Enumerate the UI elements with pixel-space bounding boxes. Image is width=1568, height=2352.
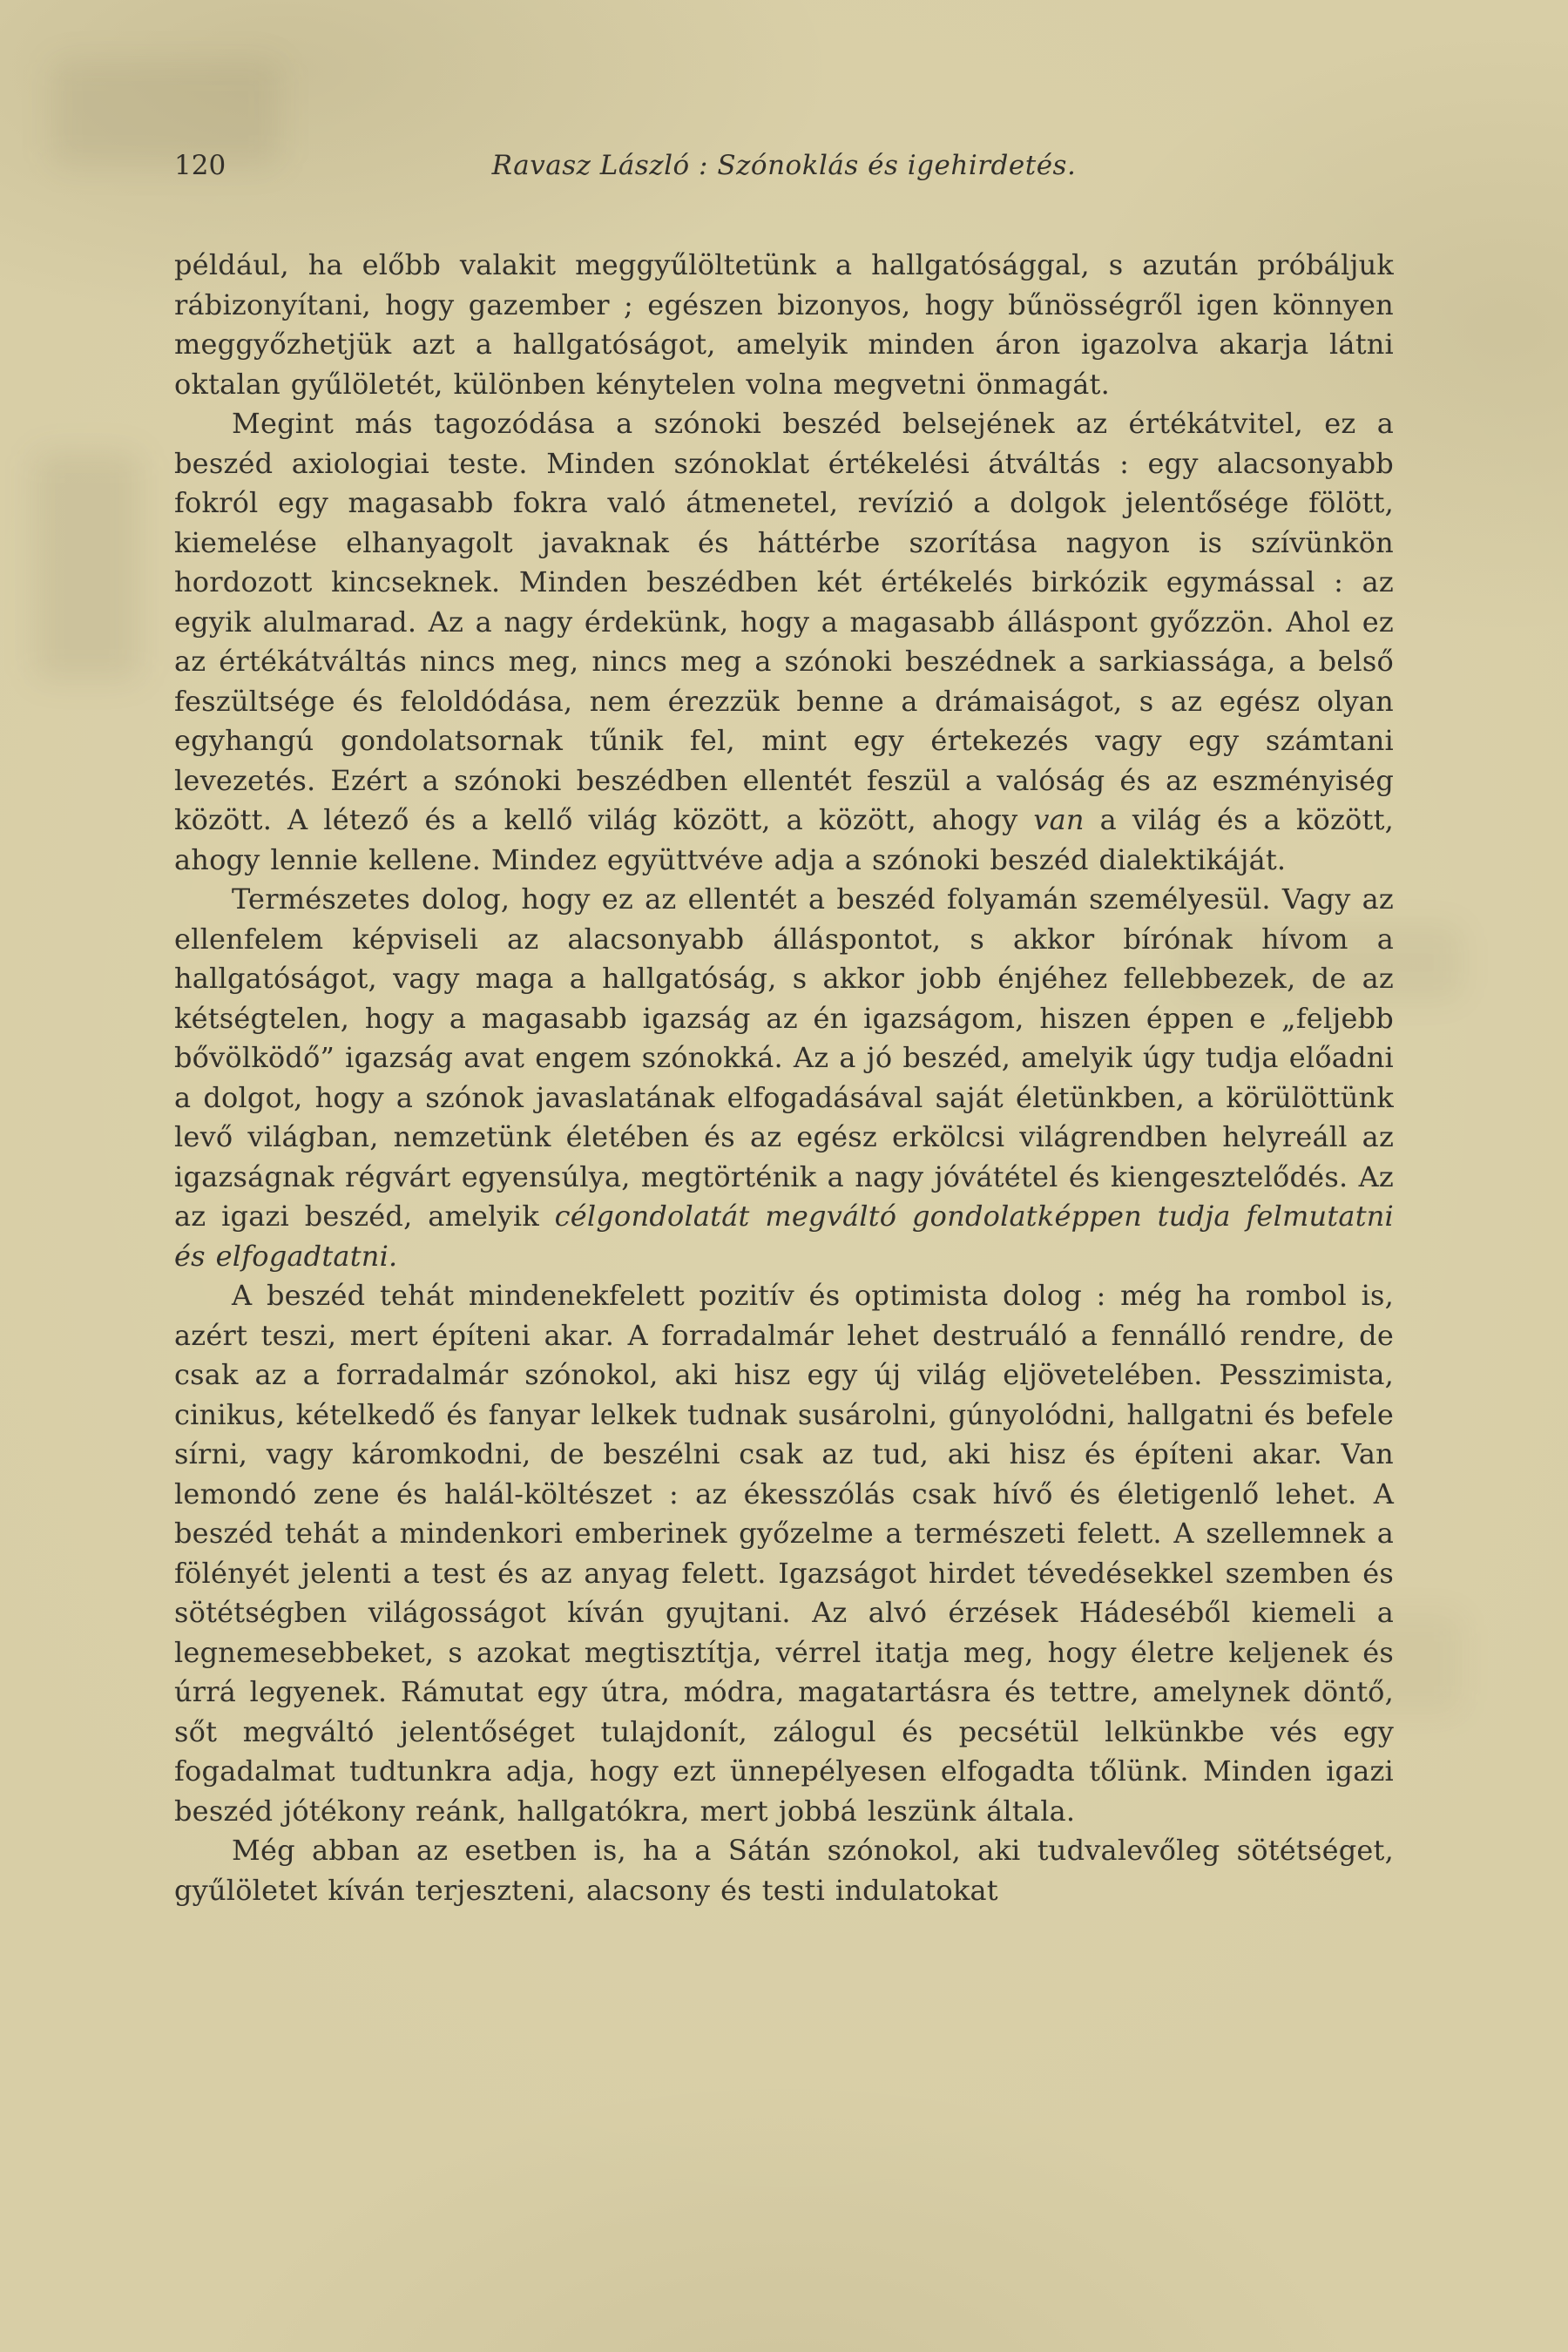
- paper-stain: [35, 453, 139, 679]
- body-text-segment: Még abban az esetben is, ha a Sátán szónokol, aki tudvalevőleg sötétséget, gyűlöletet kíván terjeszteni, alacsony és testi indulatokat: [174, 1834, 1394, 1907]
- emphasized-text: van: [1033, 803, 1085, 836]
- emphasized-text: célgondolatát megváltó gondolatképpen tudja felmutatni és elfogadtatni.: [174, 1200, 1394, 1273]
- running-title: Ravasz László : Szónoklás és igehirdetés.: [491, 150, 1077, 181]
- body-text-segment: Természetes dolog, hogy ez az ellentét a beszéd folyamán személyesül. Vagy az ellenfelem képviseli az alacsonyabb álláspontot, s akkor bírónak hívom a hallgatóságot, vagy maga a hallgatóság, s akkor jobb énjéhez fellebbezek, de az kétségtelen, hogy a magasabb igazság az én igazságom, hiszen éppen e „feljebb bővölködő” igazság avat engem szónokká. Az a jó beszéd, amelyik úgy tudja előadni a dolgot, hogy a szónok javaslatának elfogadásával saját életünkben, a körülöttünk levő világban, nemzetünk életében és az egész erkölcsi világrendben helyreáll az igazságnak régvárt egyensúlya, megtörténik a nagy jóvátétel és kiengesztelődés. Az az igazi beszéd, amelyik: [174, 882, 1394, 1233]
- paragraph: [174, 1831, 1394, 1910]
- paragraph: [174, 1276, 1394, 1831]
- paragraph: [174, 246, 1394, 404]
- body-text-segment: például, ha előbb valakit meggyűlöltetünk a hallgatósággal, s azután próbáljuk rábizonyítani, hogy gazember ; egészen bizonyos, hogy bűnösségről igen könnyen meggyőzhetjük azt a hallgatóságot, amelyik minden áron igazolva akarja látni oktalan gyűlöletét, különben kénytelen volna megvetni önmagát.: [174, 248, 1394, 401]
- paragraph: [174, 880, 1394, 1276]
- page-body: [174, 246, 1394, 1910]
- page-header: [174, 148, 1394, 183]
- body-text-segment: a világ és a között, ahogy lennie kellene. Mindez együttvéve adja a szónoki beszéd dialektikáját.: [174, 803, 1394, 876]
- paragraph: [174, 404, 1394, 880]
- body-text-segment: Megint más tagozódása a szónoki beszéd belsejének az értékátvitel, ez a beszéd axiologiai teste. Minden szónoklat értékelési átváltás : egy alacsonyabb fokról egy magasabb fokra való átmenetel, revízió a dolgok jelentősége fölött, kiemelése elhanyagolt javaknak és háttérbe szorítása nagyon is szívünkön hordozott kincseknek. Minden beszédben két értékelés birkózik egymással : az egyik alulmarad. Az a nagy érdekünk, hogy a magasabb álláspont győzzön. Ahol ez az értékátváltás nincs meg, nincs meg a szónoki beszédnek a sarkiassága, a belső feszültsége és feloldódása, nem érezzük benne a drámaiságot, s az egész olyan egyhangú gondolatsornak tűnik fel, mint egy értekezés vagy egy számtani levezetés. Ezért a szónoki beszédben ellentét feszül a valóság és az eszményiség között. A létező és a kellő világ között, a között, ahogy: [174, 407, 1394, 836]
- body-text-segment: A beszéd tehát mindenekfelett pozitív és optimista dolog : még ha rombol is, azért teszi, mert építeni akar. A forradalmár lehet destruáló a fennálló rendre, de csak az a forradalmár szónokol, aki hisz egy új világ eljövetelében. Pesszimista, cinikus, kételkedő és fanyar lelkek tudnak susárolni, gúnyolódni, hallgatni és befele sírni, vagy káromkodni, de beszélni csak az tud, aki hisz és építeni akar. Van lemondó zene és halál-költészet : az ékesszólás csak hívő és életigenlő lehet. A beszéd tehát a mindenkori emberinek győzelme a természeti felett. A szellemnek a fölényét jelenti a test és az anyag felett. Igazságot hirdet tévedésekkel szemben és sötétségben világosságot kíván gyujtani. Az alvó érzések Hádeséből kiemeli a legnemesebbeket, s azokat megtisztítja, vérrel itatja meg, hogy életre keljenek és úrrá legyenek. Rámutat egy útra, módra, magatartásra és tettre, amelynek döntő, sőt megváltó jelentőséget tulajdonít, zálogul és pecsétül lelkünkbe vés egy fogadalmat tudtunkra adja, hogy ezt ünnepélyesen elfogadta tőlünk. Minden igazi beszéd jótékony reánk, hallgatókra, mert jobbá leszünk általa.: [174, 1279, 1394, 1828]
- page-number: 120: [174, 150, 226, 181]
